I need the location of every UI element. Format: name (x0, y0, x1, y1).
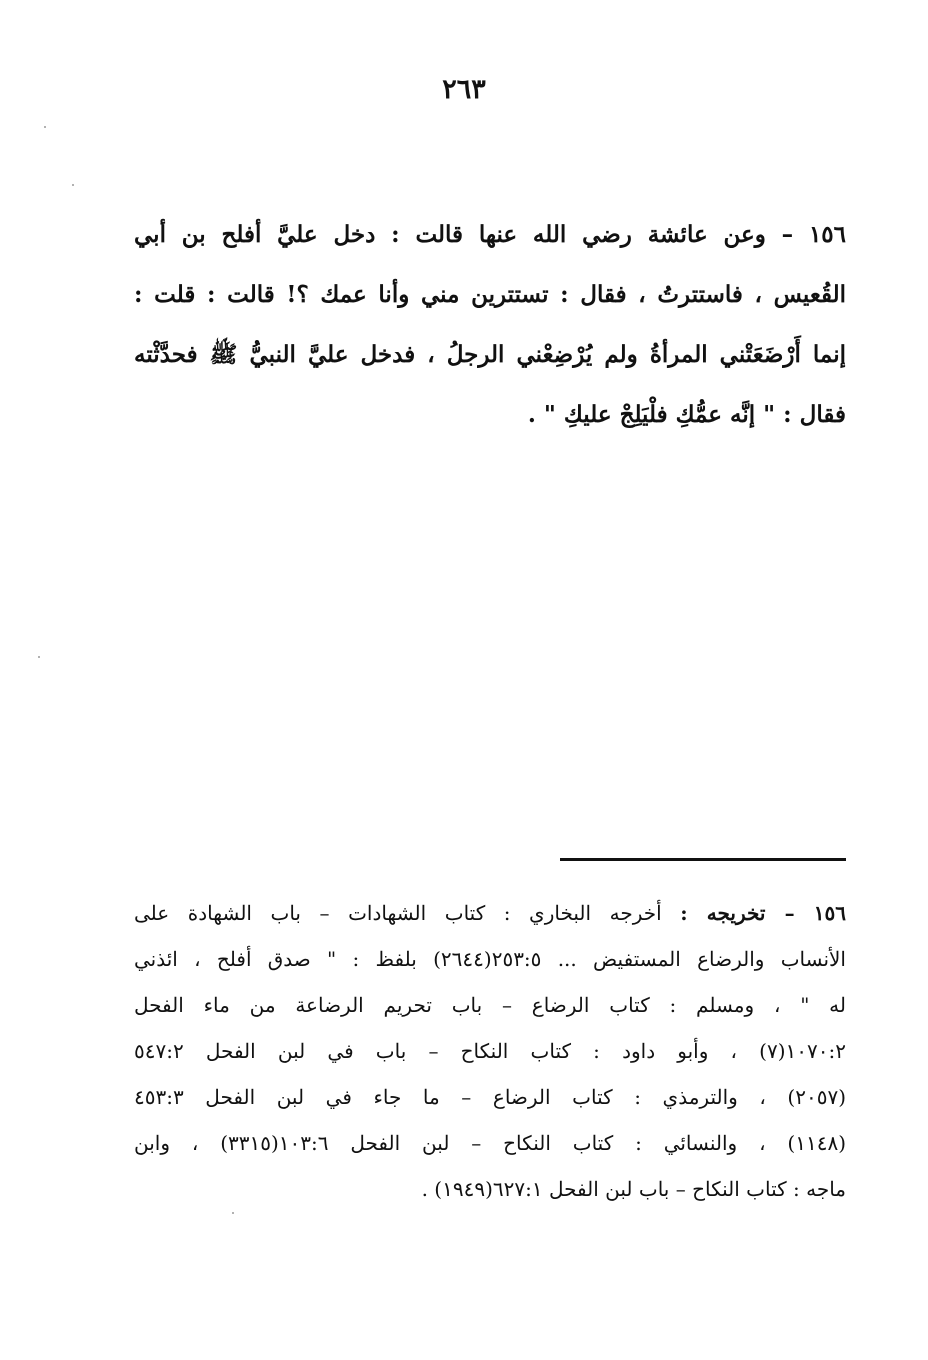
footnote-line: له " ، ومسلم : كتاب الرضاع – باب تحريم الرضاعة من ماء الفحل (134, 993, 846, 1017)
scan-speck (232, 1212, 234, 1214)
scan-speck (72, 184, 74, 186)
hadith-line: ١٥٦ – وعن عائشة رضي الله عنها قالت : دخل عليَّ أفلح بن أبي (134, 221, 846, 248)
footnote-line: الأنساب والرضاع المستفيض ... ٢٥٣:٥(٢٦٤٤) بلفظ : " صدق أفلح ، ائذني (134, 947, 846, 971)
page-number: ٢٦٣ (442, 74, 486, 105)
footnote-line (134, 890, 846, 936)
hadith-line: إنما أَرْضَعَتْني المرأةُ ولم يُرْضِعْني الرجلُ ، فدخل عليَّ النبيُّ ﷺ فحدَّثْته (134, 341, 846, 368)
footnote (134, 890, 846, 1212)
scan-speck (38, 656, 40, 658)
footnote-line-text: أخرجه البخاري : كتاب الشهادات – باب الشهادة على (134, 901, 662, 925)
hadith-text (134, 205, 846, 445)
footnote-separator (560, 858, 846, 861)
footnote-label: ١٥٦ – تخريجه : (680, 901, 847, 925)
hadith-line: القُعيس ، فاستترتُ ، فقال : تستترين مني وأنا عمك ؟! قالت : قلت : (134, 281, 846, 308)
footnote-line: (١١٤٨) ، والنسائي : كتاب النكاح – لبن الفحل ١٠٣:٦(٣٣١٥) ، وابن (134, 1131, 846, 1155)
scan-speck (44, 126, 46, 128)
footnote-line: ١٠٧٠:٢(٧) ، وأبو داود : كتاب النكاح – باب في لبن الفحل ٥٤٧:٢ (134, 1039, 846, 1063)
hadith-line: فقال : " إنَّه عمُّكِ فلْيَلِجْ عليكِ " . (527, 401, 846, 428)
footnote-line: ماجه : كتاب النكاح – باب لبن الفحل ٦٢٧:١(١٩٤٩) . (421, 1177, 846, 1201)
footnote-line: (٢٠٥٧) ، والترمذي : كتاب الرضاع – ما جاء في لبن الفحل ٤٥٣:٣ (134, 1085, 846, 1109)
